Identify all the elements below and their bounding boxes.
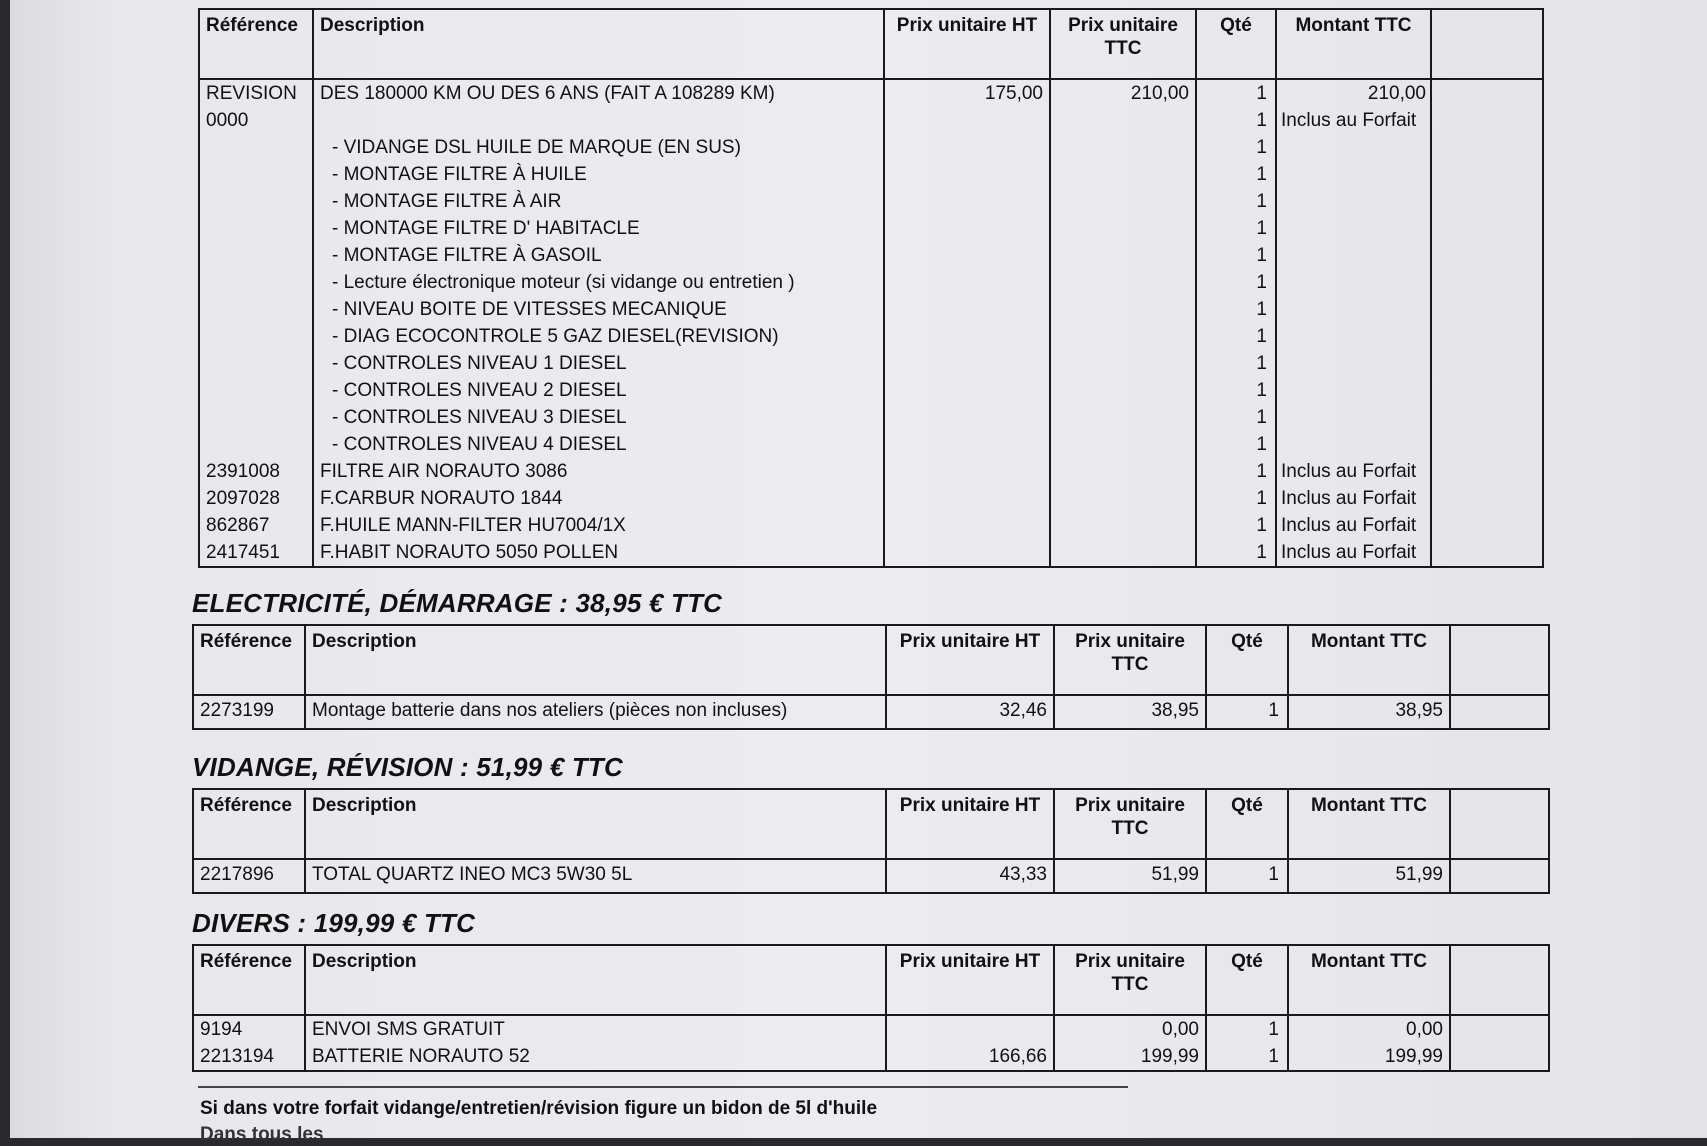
montant-value: Inclus au Forfait <box>1281 110 1417 131</box>
qte-value: 1 <box>1256 164 1267 185</box>
revision-table <box>198 8 1544 568</box>
description-value: - MONTAGE FILTRE À AIR <box>332 191 562 212</box>
qte-value: 1 <box>1268 1046 1279 1067</box>
ref-value: 862867 <box>206 515 270 536</box>
qte-value: 1 <box>1256 515 1267 536</box>
description-value: - DIAG ECOCONTROLE 5 GAZ DIESEL(REVISION) <box>332 326 779 347</box>
divers-descriptions-cell <box>305 1015 886 1071</box>
table-header-row <box>193 789 1549 859</box>
ref-value <box>206 323 306 350</box>
revision-montant-cell <box>1276 79 1431 567</box>
header-montant: Montant TTC <box>1288 789 1450 859</box>
description-value: BATTERIE NORAUTO 52 <box>312 1046 530 1067</box>
section-title: DIVERS : 199,99 € TTC <box>192 908 476 938</box>
qte-value: 1 <box>1256 245 1267 266</box>
prix-ttc-value: 210,00 <box>1130 83 1189 104</box>
electricite-section <box>192 588 1548 730</box>
qte-value: 1 <box>1256 488 1267 509</box>
qte-value: 1 <box>1256 299 1267 320</box>
header-prix-ht: Prix unitaire HT <box>884 9 1050 79</box>
divers-prix-ht-cell <box>886 1015 1054 1071</box>
description-value: - CONTROLES NIVEAU 3 DIESEL <box>332 407 627 428</box>
montant-value: 38,95 <box>1288 695 1450 729</box>
revision-qte-cell <box>1196 79 1276 567</box>
prix-ht-value <box>893 1016 1047 1043</box>
ref-value <box>206 350 306 377</box>
table-header-row <box>193 625 1549 695</box>
montant-value: 199,99 <box>1384 1046 1443 1067</box>
header-empty <box>1450 945 1549 1015</box>
header-qte: Qté <box>1206 625 1288 695</box>
description-value: - CONTROLES NIVEAU 4 DIESEL <box>332 434 627 455</box>
qte-value: 1 <box>1256 191 1267 212</box>
header-empty <box>1450 625 1549 695</box>
description-value: TOTAL QUARTZ INEO MC3 5W30 5L <box>305 859 886 893</box>
ref-value <box>206 377 306 404</box>
header-qte: Qté <box>1206 945 1288 1015</box>
header-montant: Montant TTC <box>1276 9 1431 79</box>
description-value: - CONTROLES NIVEAU 1 DIESEL <box>332 353 627 374</box>
description-value: F.CARBUR NORAUTO 1844 <box>320 488 563 509</box>
prix-ttc-value: 38,95 <box>1054 695 1206 729</box>
table-row <box>193 859 1549 893</box>
header-prix-ht: Prix unitaire HT <box>886 789 1054 859</box>
montant-value: Inclus au Forfait <box>1281 542 1417 563</box>
qte-value: 1 <box>1206 695 1288 729</box>
description-value: - MONTAGE FILTRE À HUILE <box>332 164 587 185</box>
revision-descriptions-cell <box>313 79 884 567</box>
header-description: Description <box>305 625 886 695</box>
montant-value <box>1281 242 1426 269</box>
ref-value: 2417451 <box>206 542 280 563</box>
ref-value: 2213194 <box>200 1046 274 1067</box>
description-value: - VIDANGE DSL HUILE DE MARQUE (EN SUS) <box>332 137 741 158</box>
description-value: Montage batterie dans nos ateliers (pièces non incluses) <box>305 695 886 729</box>
description-value: - MONTAGE FILTRE À GASOIL <box>332 245 602 266</box>
table-header-row <box>199 9 1543 79</box>
header-prix-ttc: Prix unitaire TTC <box>1050 9 1196 79</box>
description-value: - MONTAGE FILTRE D' HABITACLE <box>332 218 640 239</box>
description-value: - NIVEAU BOITE DE VITESSES MECANIQUE <box>332 299 727 320</box>
montant-value <box>1281 269 1426 296</box>
ref-value <box>206 188 306 215</box>
divers-montant-cell <box>1288 1015 1450 1071</box>
header-reference: Référence <box>193 945 305 1015</box>
description-value: F.HABIT NORAUTO 5050 POLLEN <box>320 542 619 563</box>
electricite-table <box>192 624 1550 730</box>
prix-ttc-value: 0,00 <box>1162 1019 1199 1040</box>
revision-prix-ttc-cell <box>1050 79 1196 567</box>
header-empty <box>1431 9 1543 79</box>
montant-value <box>1281 377 1426 404</box>
montant-value: 51,99 <box>1288 859 1450 893</box>
ref-value: 0000 <box>206 110 249 131</box>
prix-ht-value: 32,46 <box>886 695 1054 729</box>
qte-value: 1 <box>1256 83 1267 104</box>
ref-value: REVISION <box>206 83 297 104</box>
qte-value: 1 <box>1206 859 1288 893</box>
montant-value <box>1281 350 1426 377</box>
table-row <box>193 695 1549 729</box>
header-reference: Référence <box>193 789 305 859</box>
qte-value: 1 <box>1256 272 1267 293</box>
revision-empty-cell <box>1431 79 1543 567</box>
header-reference: Référence <box>193 625 305 695</box>
prix-ttc-value: 199,99 <box>1140 1046 1199 1067</box>
header-empty <box>1450 789 1549 859</box>
table-row <box>199 79 1543 567</box>
empty-cell <box>1450 1015 1549 1071</box>
divers-prix-ttc-cell <box>1054 1015 1206 1071</box>
ref-value <box>206 242 306 269</box>
revision-prix-ht-cell <box>884 79 1050 567</box>
montant-value <box>1281 296 1426 323</box>
header-description: Description <box>305 789 886 859</box>
empty-cell <box>1450 695 1549 729</box>
header-qte: Qté <box>1206 789 1288 859</box>
ref-value <box>206 134 306 161</box>
header-prix-ttc: Prix unitaire TTC <box>1054 625 1206 695</box>
description-value: - CONTROLES NIVEAU 2 DIESEL <box>332 380 627 401</box>
header-montant: Montant TTC <box>1288 625 1450 695</box>
ref-value: 2097028 <box>206 488 280 509</box>
section-title: ELECTRICITÉ, DÉMARRAGE : 38,95 € TTC <box>192 588 723 618</box>
montant-value <box>1281 323 1426 350</box>
description-value: DES 180000 KM OU DES 6 ANS (FAIT A 108289 KM) <box>320 83 775 104</box>
montant-value: 0,00 <box>1406 1019 1443 1040</box>
header-montant: Montant TTC <box>1288 945 1450 1015</box>
prix-ht-value: 175,00 <box>984 83 1043 104</box>
qte-value: 1 <box>1256 461 1267 482</box>
description-value: - Lecture électronique moteur (si vidange ou entretien ) <box>332 272 795 293</box>
ref-value: 9194 <box>200 1019 243 1040</box>
footer-note: Si dans votre forfait vidange/entretien/révision figure un bidon de 5l d'huile <box>200 1098 878 1119</box>
table-row <box>193 1015 1549 1071</box>
ref-value: 2391008 <box>206 461 280 482</box>
revision-section <box>198 8 1542 568</box>
description-value <box>320 107 877 134</box>
description-value: ENVOI SMS GRATUIT <box>312 1019 505 1040</box>
header-qte: Qté <box>1196 9 1276 79</box>
montant-value <box>1281 431 1426 458</box>
prix-ht-value: 43,33 <box>886 859 1054 893</box>
divers-refs-cell <box>193 1015 305 1071</box>
table-header-row <box>193 945 1549 1015</box>
ref-value <box>206 215 306 242</box>
ref-value <box>206 431 306 458</box>
description-value: F.HUILE MANN-FILTER HU7004/1X <box>320 515 626 536</box>
ref-value <box>206 161 306 188</box>
qte-value: 1 <box>1256 434 1267 455</box>
ref-value <box>206 404 306 431</box>
qte-value: 1 <box>1256 326 1267 347</box>
qte-value: 1 <box>1256 110 1267 131</box>
prix-ht-value: 166,66 <box>988 1046 1047 1067</box>
header-prix-ht: Prix unitaire HT <box>886 625 1054 695</box>
divers-section <box>192 908 1548 1072</box>
qte-value: 1 <box>1256 218 1267 239</box>
qte-value: 1 <box>1256 407 1267 428</box>
montant-value <box>1281 404 1426 431</box>
montant-value: Inclus au Forfait <box>1281 461 1417 482</box>
montant-value <box>1281 188 1426 215</box>
montant-value: 210,00 <box>1367 83 1426 104</box>
empty-cell <box>1450 859 1549 893</box>
ref-value: 2273199 <box>193 695 305 729</box>
revision-refs-cell <box>199 79 313 567</box>
header-prix-ttc: Prix unitaire TTC <box>1054 789 1206 859</box>
montant-value <box>1281 161 1426 188</box>
montant-value: Inclus au Forfait <box>1281 488 1417 509</box>
montant-value <box>1281 134 1426 161</box>
montant-value: Inclus au Forfait <box>1281 515 1417 536</box>
prix-ttc-value: 51,99 <box>1054 859 1206 893</box>
vidange-table <box>192 788 1550 894</box>
header-prix-ht: Prix unitaire HT <box>886 945 1054 1015</box>
section-title: VIDANGE, RÉVISION : 51,99 € TTC <box>192 752 623 782</box>
divers-qte-cell <box>1206 1015 1288 1071</box>
qte-value: 1 <box>1256 542 1267 563</box>
ref-value <box>206 269 306 296</box>
divers-table <box>192 944 1550 1072</box>
header-description: Description <box>313 9 884 79</box>
ref-value: 2217896 <box>193 859 305 893</box>
ref-value <box>206 296 306 323</box>
qte-value: 1 <box>1256 380 1267 401</box>
footer-divider <box>198 1086 1128 1088</box>
description-value: FILTRE AIR NORAUTO 3086 <box>320 461 568 482</box>
qte-value: 1 <box>1256 353 1267 374</box>
footer-note-2: Dans tous les <box>200 1124 324 1145</box>
qte-value: 1 <box>1268 1019 1279 1040</box>
header-description: Description <box>305 945 886 1015</box>
vidange-section <box>192 752 1548 894</box>
montant-value <box>1281 215 1426 242</box>
qte-value: 1 <box>1256 137 1267 158</box>
header-prix-ttc: Prix unitaire TTC <box>1054 945 1206 1015</box>
header-reference: Référence <box>199 9 313 79</box>
